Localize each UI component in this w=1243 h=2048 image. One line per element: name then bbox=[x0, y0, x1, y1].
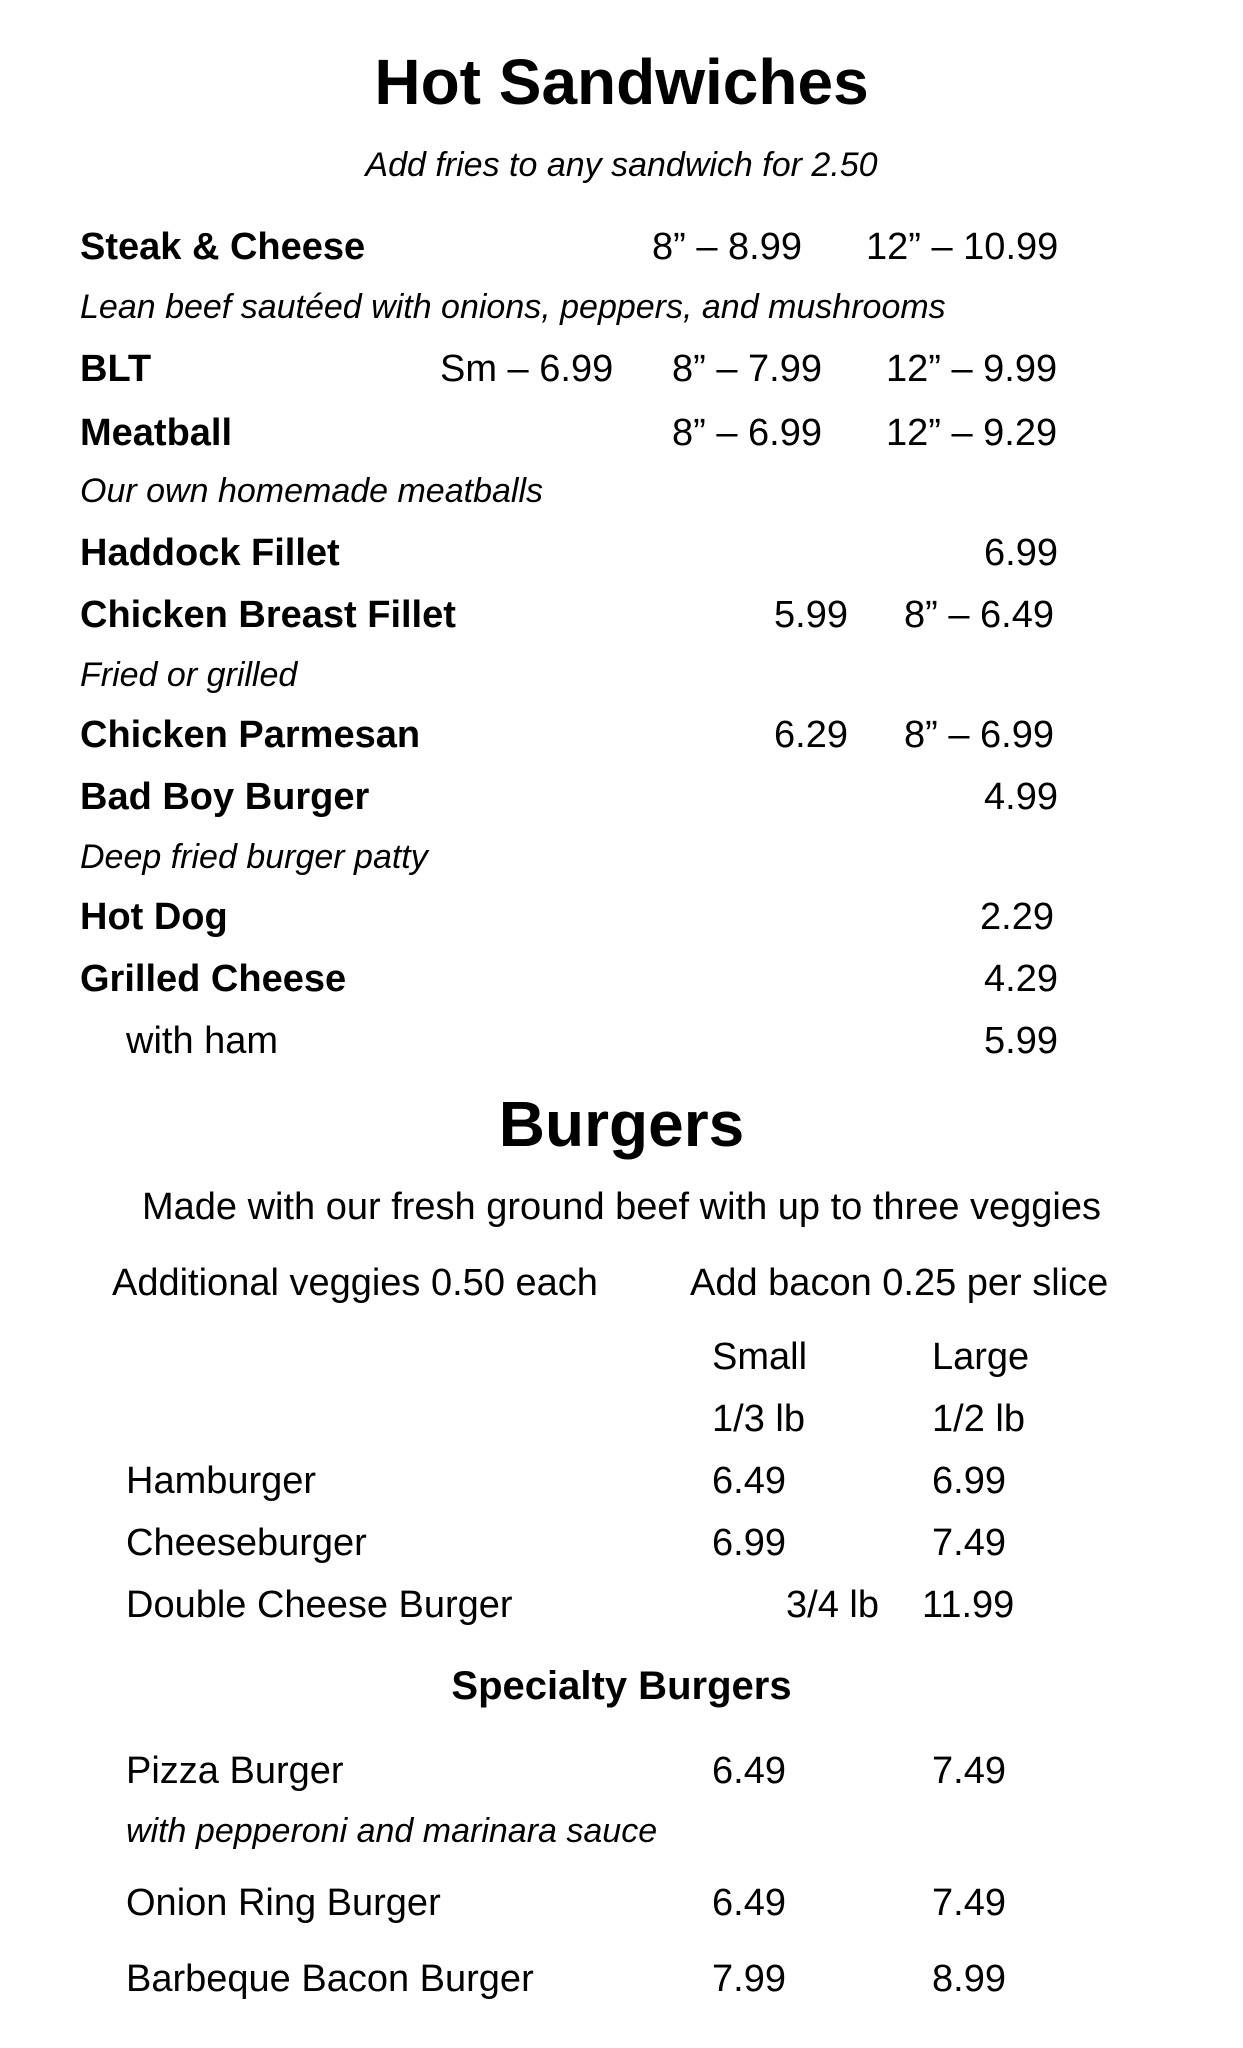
veggies-note: Additional veggies 0.50 each bbox=[112, 1262, 598, 1304]
menu-item-price: 12” – 9.99 bbox=[886, 348, 1058, 390]
menu-item-price: Sm – 6.99 bbox=[440, 348, 614, 390]
menu-item-name: BLT bbox=[80, 348, 152, 390]
menu-item-price: 5.99 bbox=[984, 1020, 1058, 1062]
menu-item-name: Steak & Cheese bbox=[80, 226, 366, 268]
menu-item-description: Our own homemade meatballs bbox=[80, 472, 544, 510]
menu-item-name: Meatball bbox=[80, 412, 233, 454]
menu-item-price: 2.29 bbox=[980, 896, 1054, 938]
menu-item-name: Grilled Cheese bbox=[80, 958, 347, 1000]
menu-item-name: Chicken Parmesan bbox=[80, 714, 421, 756]
menu-item-price: 5.99 bbox=[774, 594, 848, 636]
bacon-note: Add bacon 0.25 per slice bbox=[690, 1262, 1109, 1304]
menu-item-price: 12” – 10.99 bbox=[866, 226, 1059, 268]
menu-item-description: with pepperoni and marinara sauce bbox=[126, 1812, 658, 1850]
burgers-intro: Made with our fresh ground beef with up to three veggies bbox=[141, 1186, 1102, 1228]
menu-item-price: 8.99 bbox=[932, 1958, 1006, 2000]
menu-item-price: 7.49 bbox=[932, 1522, 1006, 1564]
specialty-burgers-title: Specialty Burgers bbox=[451, 1664, 792, 1708]
menu-item-name: with ham bbox=[126, 1020, 279, 1062]
column-header-large: Large bbox=[932, 1336, 1030, 1378]
menu-item-price: 8” – 8.99 bbox=[652, 226, 802, 268]
column-header-small: Small bbox=[712, 1336, 808, 1378]
menu-item-name: Chicken Breast Fillet bbox=[80, 594, 456, 636]
menu-item-name: Barbeque Bacon Burger bbox=[126, 1958, 534, 2000]
menu-item-description: Deep fried burger patty bbox=[80, 838, 428, 876]
menu-item-price: 6.99 bbox=[712, 1522, 786, 1564]
hot-sandwiches-subtitle: Add fries to any sandwich for 2.50 bbox=[365, 146, 878, 184]
column-header-small-weight: 1/3 lb bbox=[712, 1398, 805, 1440]
menu-item-price: 6.99 bbox=[984, 532, 1058, 574]
menu-item-price: 6.49 bbox=[712, 1882, 786, 1924]
menu-item-price: 8” – 7.99 bbox=[672, 348, 822, 390]
menu-item-price: 6.29 bbox=[774, 714, 848, 756]
menu-item-name: Hamburger bbox=[126, 1460, 317, 1502]
menu-item-price: 7.49 bbox=[932, 1882, 1006, 1924]
menu-item-price: 6.49 bbox=[712, 1750, 786, 1792]
menu-item-weight: 3/4 lb bbox=[786, 1584, 879, 1626]
menu-item-name: Pizza Burger bbox=[126, 1750, 344, 1792]
burgers-title: Burgers bbox=[498, 1088, 745, 1160]
menu-item-price: 7.99 bbox=[712, 1958, 786, 2000]
menu-item-price: 7.49 bbox=[932, 1750, 1006, 1792]
menu-item-description: Lean beef sautéed with onions, peppers, and mushrooms bbox=[80, 288, 946, 326]
menu-item-name: Haddock Fillet bbox=[80, 532, 340, 574]
menu-item-price: 4.29 bbox=[984, 958, 1058, 1000]
menu-item-name: Double Cheese Burger bbox=[126, 1584, 513, 1626]
menu-item-price: 8” – 6.49 bbox=[904, 594, 1054, 636]
menu-item-price: 6.49 bbox=[712, 1460, 786, 1502]
menu-item-price: 11.99 bbox=[922, 1584, 1015, 1626]
menu-item-name: Onion Ring Burger bbox=[126, 1882, 441, 1924]
menu-item-name: Bad Boy Burger bbox=[80, 776, 370, 818]
menu-item-price: 4.99 bbox=[984, 776, 1058, 818]
menu-item-price: 6.99 bbox=[932, 1460, 1006, 1502]
column-header-large-weight: 1/2 lb bbox=[932, 1398, 1025, 1440]
menu-item-price: 12” – 9.29 bbox=[886, 412, 1058, 454]
menu-item-name: Cheeseburger bbox=[126, 1522, 367, 1564]
menu-item-description: Fried or grilled bbox=[80, 656, 298, 694]
menu-item-price: 8” – 6.99 bbox=[672, 412, 822, 454]
menu-item-name: Hot Dog bbox=[80, 896, 228, 938]
hot-sandwiches-title: Hot Sandwiches bbox=[374, 46, 869, 118]
menu-item-price: 8” – 6.99 bbox=[904, 714, 1054, 756]
